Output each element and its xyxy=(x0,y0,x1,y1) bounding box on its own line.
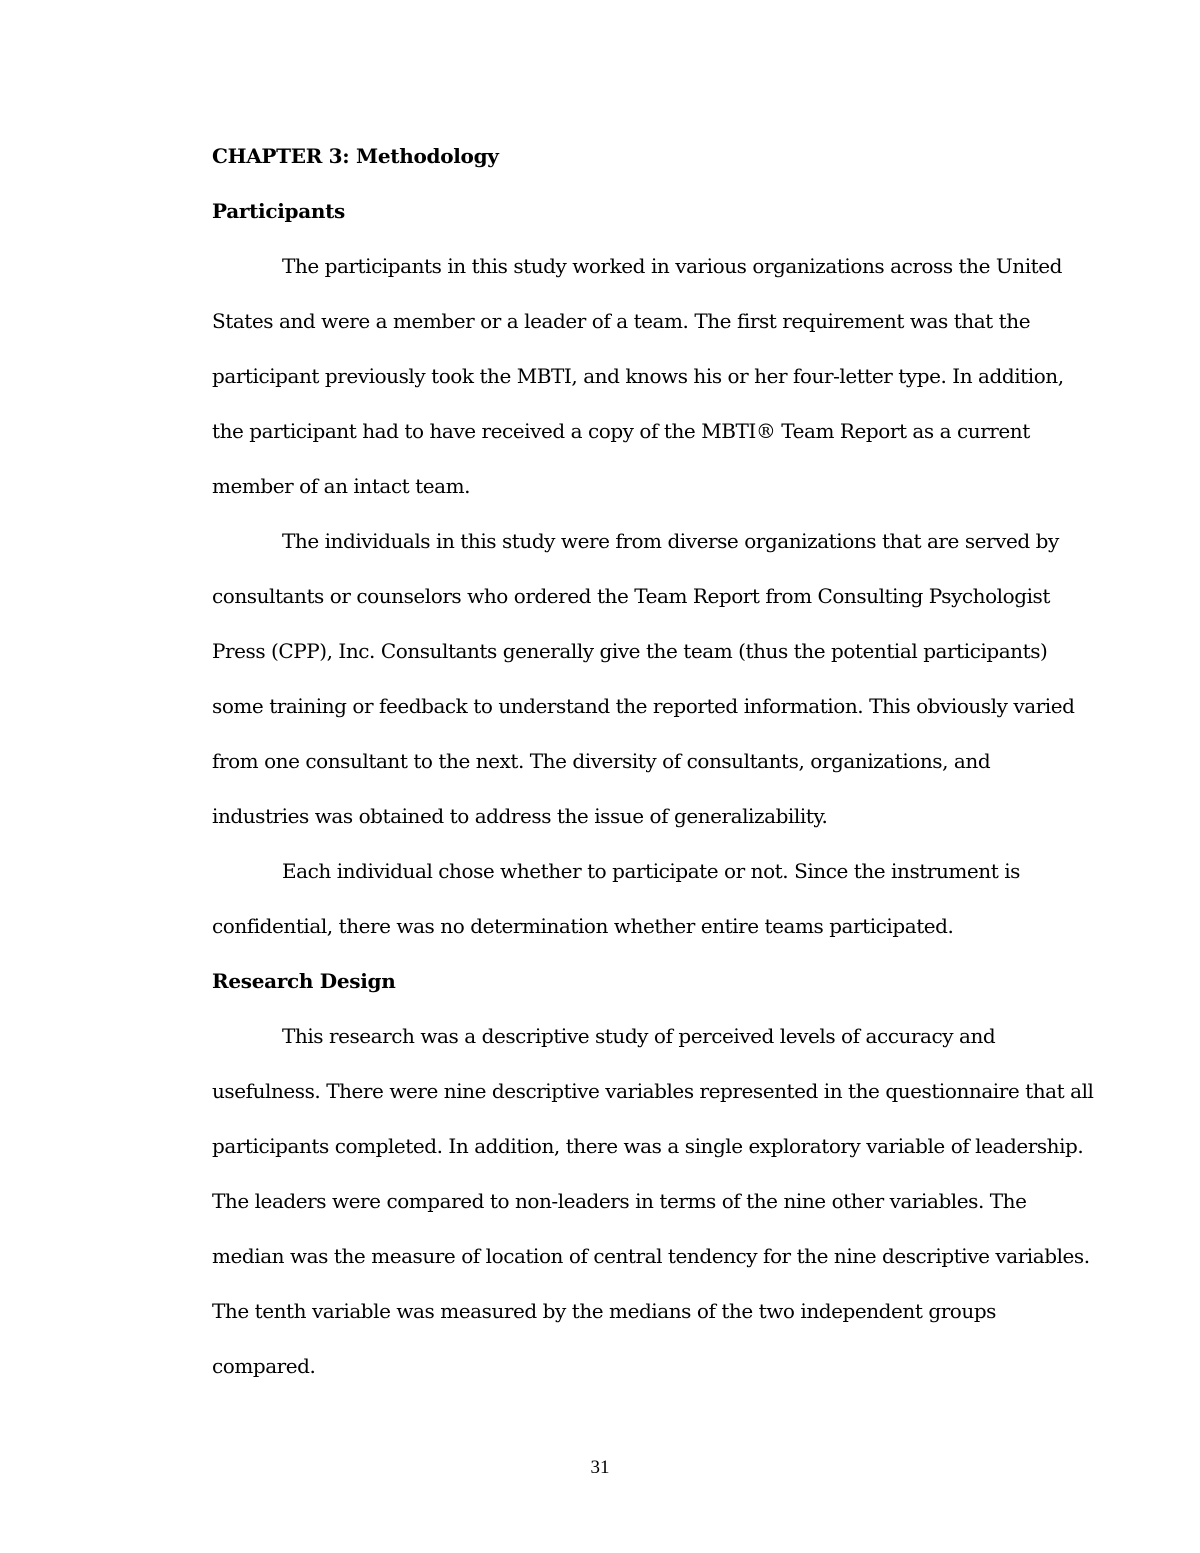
text-line: the participant had to have received a copy of the MBTI® Team Report as a current xyxy=(212,419,1030,443)
page-number: 31 xyxy=(590,1457,610,1478)
section-heading-research-design: Research Design xyxy=(212,969,396,993)
text-line: This research was a descriptive study of perceived levels of accuracy and xyxy=(282,1024,996,1048)
text-line: some training or feedback to understand the reported information. This obviously varied xyxy=(212,694,1075,718)
page-content xyxy=(212,137,1094,1402)
text-line: median was the measure of location of central tendency for the nine descriptive variables. xyxy=(212,1244,1090,1268)
text-line: The participants in this study worked in various organizations across the United xyxy=(282,254,1062,278)
text-line: industries was obtained to address the issue of generalizability. xyxy=(212,804,828,828)
text-line: compared. xyxy=(212,1354,316,1378)
text-line: participants completed. In addition, there was a single exploratory variable of leadership. xyxy=(212,1134,1084,1158)
text-line: The tenth variable was measured by the medians of the two independent groups xyxy=(212,1299,996,1323)
section-heading-participants: Participants xyxy=(212,199,345,223)
paragraph xyxy=(212,522,1075,852)
chapter-title: CHAPTER 3: Methodology xyxy=(212,144,499,168)
text-line: Each individual chose whether to participate or not. Since the instrument is xyxy=(282,859,1020,883)
text-line: Press (CPP), Inc. Consultants generally give the team (thus the potential participants) xyxy=(212,639,1048,663)
paragraph xyxy=(212,247,1067,522)
paragraph xyxy=(212,1017,1094,1402)
text-line: The individuals in this study were from diverse organizations that are served by xyxy=(282,529,1059,553)
text-line: States and were a member or a leader of a team. The first requirement was that the xyxy=(212,309,1031,333)
text-line: usefulness. There were nine descriptive variables represented in the questionnaire that all xyxy=(212,1079,1094,1103)
text-line: participant previously took the MBTI, and knows his or her four-letter type. In addition, xyxy=(212,364,1064,388)
text-line: confidential, there was no determination whether entire teams participated. xyxy=(212,914,954,938)
text-line: consultants or counselors who ordered the Team Report from Consulting Psychologist xyxy=(212,584,1050,608)
text-line: The leaders were compared to non-leaders in terms of the nine other variables. The xyxy=(212,1189,1027,1213)
text-line: from one consultant to the next. The diversity of consultants, organizations, and xyxy=(212,749,991,773)
text-line: member of an intact team. xyxy=(212,474,470,498)
paragraph xyxy=(212,852,1067,962)
